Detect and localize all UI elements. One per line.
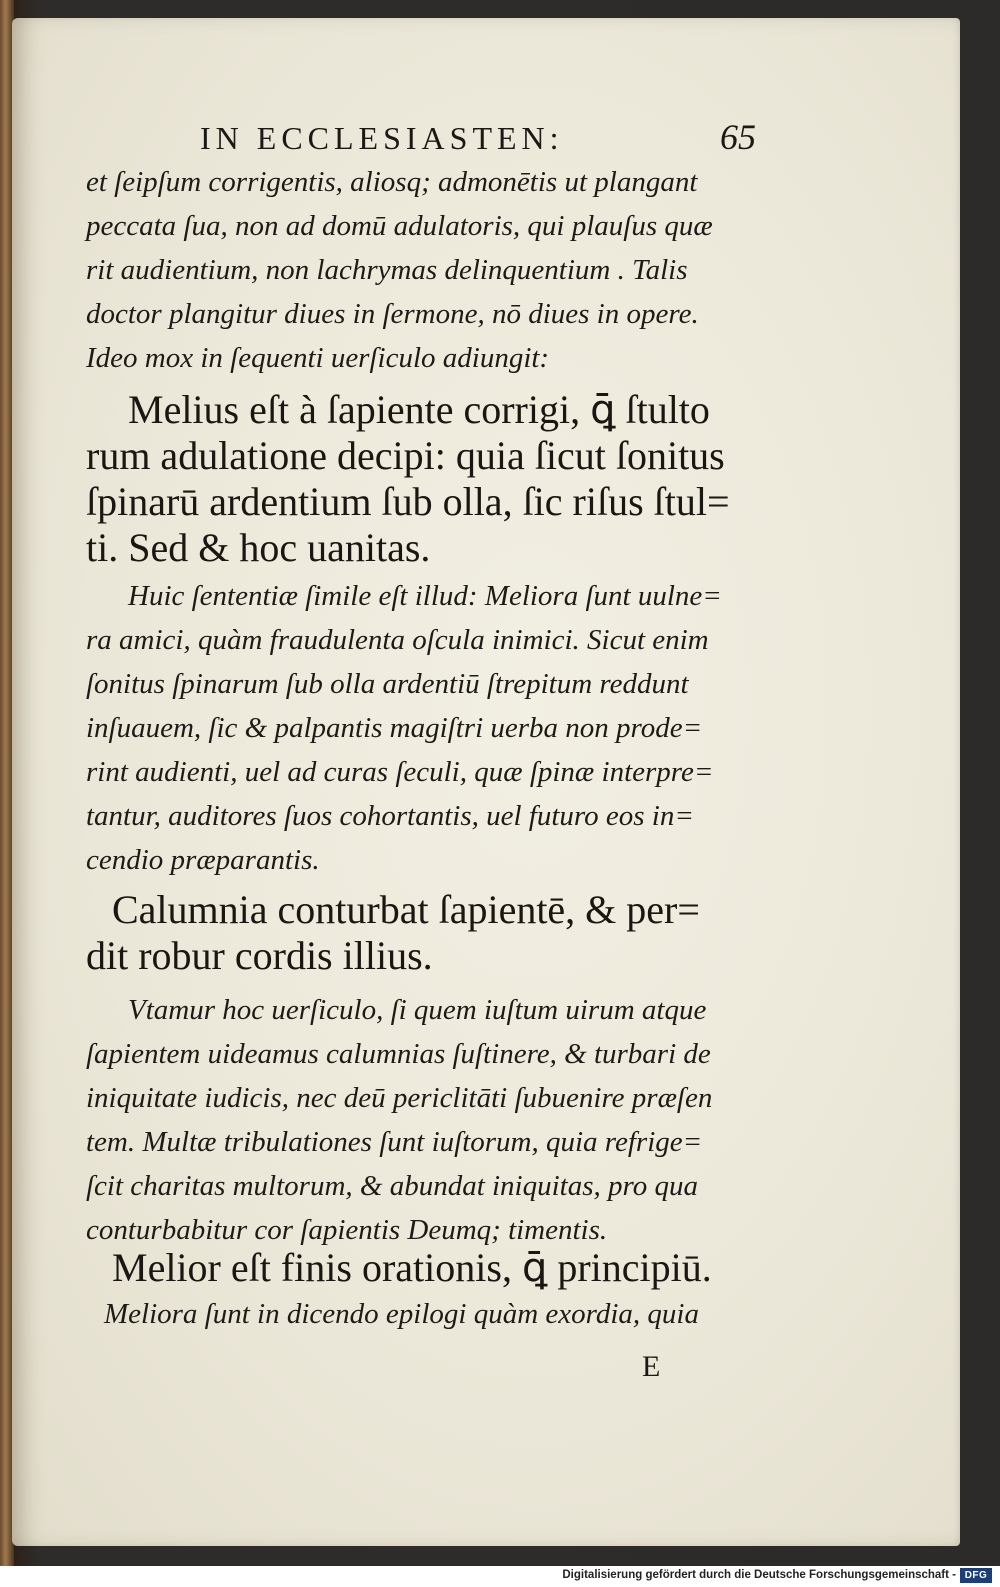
commentary-3-line-4: tem. Multæ tribulationes ſunt iuſtorum, quia refrige= xyxy=(86,1126,703,1158)
commentary-2-line-3: ſonitus ſpinarum ſub olla ardentiū ſtrepitum reddunt xyxy=(86,668,689,700)
commentary-4-line-1: Meliora ſunt in dicendo epilogi quàm exordia, quia xyxy=(104,1298,699,1330)
commentary-2-line-5: rint audienti, uel ad curas ſeculi, quæ ſpinæ interpre= xyxy=(86,756,714,788)
verse-2-line-2: dit robur cordis illius. xyxy=(86,933,433,978)
commentary-3-line-6: conturbabitur cor ſapientis Deumq; timentis. xyxy=(86,1214,608,1246)
page-number: 65 xyxy=(720,117,756,157)
commentary-1-line-2: peccata ſua, non ad domū adulatoris, qui plauſus quæ xyxy=(86,210,713,242)
digitization-footer xyxy=(0,1566,1000,1587)
verse-1-line-3: ſpinarū ardentium ſub olla, ſic riſus ſtul= xyxy=(86,479,730,524)
commentary-3-line-1: Vtamur hoc uerſiculo, ſi quem iuſtum uirum atque xyxy=(128,994,707,1026)
commentary-3-line-2: ſapientem uideamus calumnias ſuſtinere, & turbari de xyxy=(86,1038,711,1070)
funding-credit: Digitalisierung gefördert durch die Deutsche Forschungsgemeinschaft - xyxy=(562,1569,956,1581)
verse-3-line-1: Melior eſt finis orationis, ꝗ̄ principiū. xyxy=(112,1245,712,1290)
verse-1-line-2: rum adulatione decipi: quia ſicut ſonitus xyxy=(86,433,725,478)
commentary-1-line-3: rit audientium, non lachrymas delinquentium . Talis xyxy=(86,254,688,286)
commentary-1-line-5: Ideo mox in ſequenti uerſiculo adiungit: xyxy=(86,342,550,374)
catchword-signature: E xyxy=(642,1350,661,1383)
commentary-1-line-1: et ſeipſum corrigentis, aliosq; admonētis ut plangant xyxy=(86,166,698,198)
commentary-2-line-6: tantur, auditores ſuos cohortantis, uel futuro eos in= xyxy=(86,800,694,832)
dfg-logo: DFG xyxy=(960,1568,992,1583)
commentary-2-line-2: ra amici, quàm fraudulenta oſcula inimici. Sicut enim xyxy=(86,624,709,656)
commentary-2-line-1: Huic ſententiæ ſimile eſt illud: Meliora ſunt uulne= xyxy=(128,580,722,612)
verse-1-line-1: Melius eſt à ſapiente corrigi, ꝗ̄ ſtulto xyxy=(128,387,710,432)
running-head xyxy=(200,112,760,162)
commentary-3-line-3: iniquitate iudicis, nec deū periclitāti ſubuenire præſen xyxy=(86,1082,713,1114)
commentary-2-line-7: cendio præparantis. xyxy=(86,844,320,876)
running-title: IN ECCLESIASTEN: xyxy=(200,120,564,156)
commentary-3-line-5: ſcit charitas multorum, & abundat iniquitas, pro qua xyxy=(86,1170,698,1202)
commentary-2-line-4: inſuauem, ſic & palpantis magiſtri uerba non prode= xyxy=(86,712,703,744)
verse-1-line-4: ti. Sed & hoc uanitas. xyxy=(86,525,431,570)
verse-2-line-1: Calumnia conturbat ſapientē, & per= xyxy=(112,887,700,932)
commentary-1-line-4: doctor plangitur diues in ſermone, nō diues in opere. xyxy=(86,298,699,330)
